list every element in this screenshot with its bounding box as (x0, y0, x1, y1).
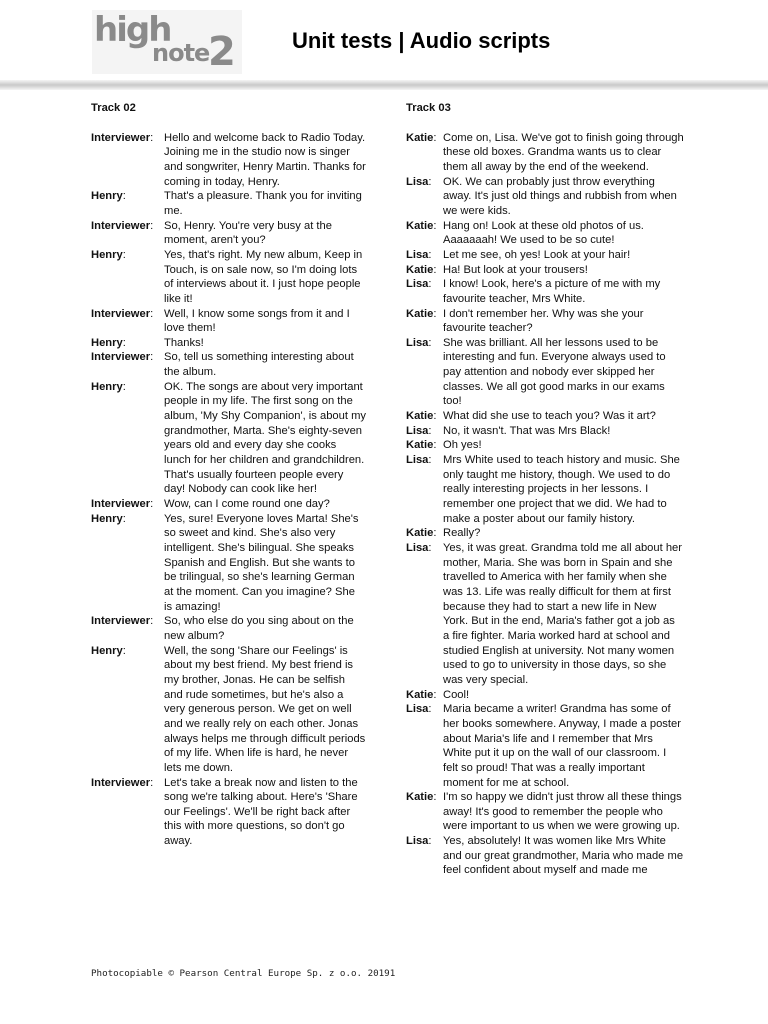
dialogue-text: I know! Look, here's a picture of me with my favourite teacher, Mrs White. (443, 278, 661, 305)
dialogue-text: What did she use to teach you? Was it art? (443, 410, 656, 423)
speaker-name: Katie: (406, 527, 437, 540)
dialogue-line (406, 263, 684, 278)
speaker-name: Henry: (91, 336, 126, 349)
dialogue-line (91, 336, 366, 351)
dialogue-text: I don't remember her. Why was she your favourite teacher? (443, 307, 644, 335)
speaker-name: Interviewer: (91, 351, 154, 364)
dialogue-line (406, 424, 684, 439)
dialogue-text: So, Henry. You're very busy at the moment, aren't you? (164, 219, 332, 247)
dialogue-line (406, 175, 684, 219)
dialogue-text: That's a pleasure. Thank you for inviting me. (164, 190, 362, 217)
dialogue-line (406, 219, 684, 248)
dialogue-text: So, tell us something interesting about the album. (164, 351, 354, 379)
track-02-column (91, 101, 366, 849)
speaker-name: Interviewer: (91, 131, 154, 144)
dialogue-line (91, 380, 366, 497)
speaker-name: Henry: (91, 190, 126, 203)
dialogue-text: Cool! (443, 688, 470, 701)
dialogue-line (406, 834, 684, 878)
dialogue-line (91, 248, 366, 307)
speaker-name: Lisa: (406, 835, 432, 848)
dialogue-text: Come on, Lisa. We've got to finish going through these old boxes. Grandma wants us to clear them all away by the end of the weekend. (443, 131, 684, 173)
speaker-name: Interviewer: (91, 219, 154, 232)
dialogue-line (406, 526, 684, 541)
speaker-name: Interviewer: (91, 615, 154, 628)
dialogue-text: So, who else do you sing about on the new album? (164, 615, 354, 642)
track-03-title: Track 03 (406, 102, 451, 114)
track-02-script (91, 131, 366, 849)
dialogue-line (406, 307, 684, 336)
dialogue-text: No, it wasn't. That was Mrs Black! (443, 424, 611, 437)
speaker-name: Henry: (91, 512, 126, 525)
dialogue-text: She was brilliant. All her lessons used to be interesting and fun. Everyone always used to pay attention and nobody ever skipped her classes. We all got good marks in our exams too! (443, 336, 666, 408)
dialogue-text: Well, I know some songs from it and I love them! (164, 307, 350, 335)
speaker-name: Lisa: (406, 175, 432, 188)
page-title: Unit tests | Audio scripts (292, 28, 551, 53)
speaker-name: Henry: (91, 380, 126, 393)
speaker-name: Katie: (406, 410, 437, 423)
dialogue-line (91, 189, 366, 218)
dialogue-text: Ha! But look at your trousers! (443, 263, 588, 276)
dialogue-line (406, 790, 684, 834)
track-03-column (406, 101, 684, 878)
speaker-name: Katie: (406, 791, 437, 804)
dialogue-line (91, 776, 366, 849)
speaker-name: Interviewer: (91, 307, 154, 320)
speaker-name: Katie: (406, 439, 437, 452)
speaker-name: Katie: (406, 219, 437, 232)
dialogue-line (91, 307, 366, 336)
dialogue-line (91, 512, 366, 615)
speaker-name: Interviewer: (91, 498, 154, 511)
dialogue-line (406, 438, 684, 453)
speaker-name: Katie: (406, 131, 437, 144)
dialogue-text: OK. We can probably just throw everything away. It's just old things and rubbish from when we were kids. (443, 175, 677, 217)
dialogue-text: Mrs White used to teach history and music. She only taught me history, though. We used to do really interesting projects in her lessons. I remember one project that we did. We had to make a poster about our family history. (443, 454, 680, 525)
logo-number: 2 (208, 29, 236, 75)
speaker-name: Lisa: (406, 248, 432, 261)
dialogue-line (406, 409, 684, 424)
speaker-name: Lisa: (406, 278, 432, 291)
speaker-name: Lisa: (406, 424, 432, 437)
copyright-footer: Photocopiable © Pearson Central Europe Sp. z o.o. 20191 (91, 968, 396, 979)
speaker-name: Lisa: (406, 542, 432, 555)
track-03-script (406, 131, 684, 878)
header-divider (0, 80, 768, 90)
dialogue-line (406, 541, 684, 688)
dialogue-text: Wow, can I come round one day? (164, 498, 330, 511)
dialogue-line (91, 644, 366, 776)
dialogue-line (91, 350, 366, 379)
dialogue-text: Thanks! (164, 336, 204, 349)
speaker-name: Katie: (406, 263, 437, 276)
dialogue-line (406, 453, 684, 526)
dialogue-text: I'm so happy we didn't just throw all these things away! It's good to remember the people who were important to us when we were growing up. (443, 791, 682, 833)
dialogue-text: Yes, that's right. My new album, Keep in Touch, is on sale now, so I'm doing lots of interviews about it. I just hope people like it! (164, 248, 363, 305)
dialogue-line (91, 614, 366, 643)
speaker-name: Katie: (406, 307, 437, 320)
dialogue-text: Hang on! Look at these old photos of us. Aaaaaaah! We used to be so cute! (443, 219, 644, 247)
dialogue-text: Yes, sure! Everyone loves Marta! She's so sweet and kind. She's also very intelligent. She's bilingual. She speaks Spanish and English. But she wants to be trilingual, so she's learning German at the moment. Can you imagine? She is amazing! (164, 512, 359, 613)
logo-high-text: high (94, 10, 171, 50)
dialogue-text: Let's take a break now and listen to the song we're talking about. Here's 'Share our Feelings'. We'll be right back after this with more questions, so don't go away. (164, 776, 358, 848)
speaker-name: Lisa: (406, 454, 432, 467)
dialogue-text: Yes, it was great. Grandma told me all about her mother, Maria. She was born in Spain and she travelled to America with her family when she was 13. Life was really difficult for them at first because they had to start a new life in New York. But in the end, Maria's father got a job as a fire fighter. Maria worked hard at school and studied English at university. Not many women used to go to university in those days, so she was very special. (443, 542, 683, 686)
dialogue-text: Hello and welcome back to Radio Today. Joining me in the studio now is singer and songwriter, Henry Martin. Thanks for coming in today, Henry. (164, 131, 366, 188)
track-02-title: Track 02 (91, 102, 136, 114)
dialogue-line (406, 336, 684, 409)
dialogue-line (91, 219, 366, 248)
speaker-name: Henry: (91, 248, 126, 261)
dialogue-text: Really? (443, 527, 481, 540)
dialogue-line (406, 131, 684, 175)
dialogue-line (406, 702, 684, 790)
dialogue-text: Maria became a writer! Grandma has some of her books somewhere. Anyway, I made a poster about Maria's life and I remember that Mrs White put it up on the wall of our classroom. I felt so proud! That was a really important moment for me at school. (443, 703, 681, 789)
dialogue-line (91, 131, 366, 190)
speaker-name: Henry: (91, 644, 126, 657)
dialogue-line (406, 248, 684, 263)
dialogue-text: OK. The songs are about very important people in my life. The first song on the album, 'My Shy Companion', is about my grandmother, Marta. She's eighty-seven years old and every day she cooks lunch for her children and grandchildren. That's usually fourteen people every day! Nobody can cook like her! (164, 380, 367, 496)
dialogue-line (91, 497, 366, 512)
dialogue-text: Oh yes! (443, 439, 482, 452)
dialogue-line (406, 277, 684, 306)
dialogue-text: Yes, absolutely! It was women like Mrs White and our great grandmother, Maria who made me feel confident about myself and made me (443, 835, 684, 877)
dialogue-line (406, 688, 684, 703)
dialogue-text: Well, the song 'Share our Feelings' is about my best friend. My best friend is my brother, Jonas. He can be selfish and rude sometimes, but he's also a very generous person. We get on well and we really rely on each other. Jonas always helps me through difficult periods of my life. When life is hard, he never lets me down. (164, 644, 366, 774)
speaker-name: Lisa: (406, 703, 432, 716)
speaker-name: Interviewer: (91, 776, 154, 789)
speaker-name: Katie: (406, 688, 437, 701)
logo-note-text: note (152, 39, 210, 67)
speaker-name: Lisa: (406, 336, 432, 349)
dialogue-text: Let me see, oh yes! Look at your hair! (443, 248, 631, 261)
